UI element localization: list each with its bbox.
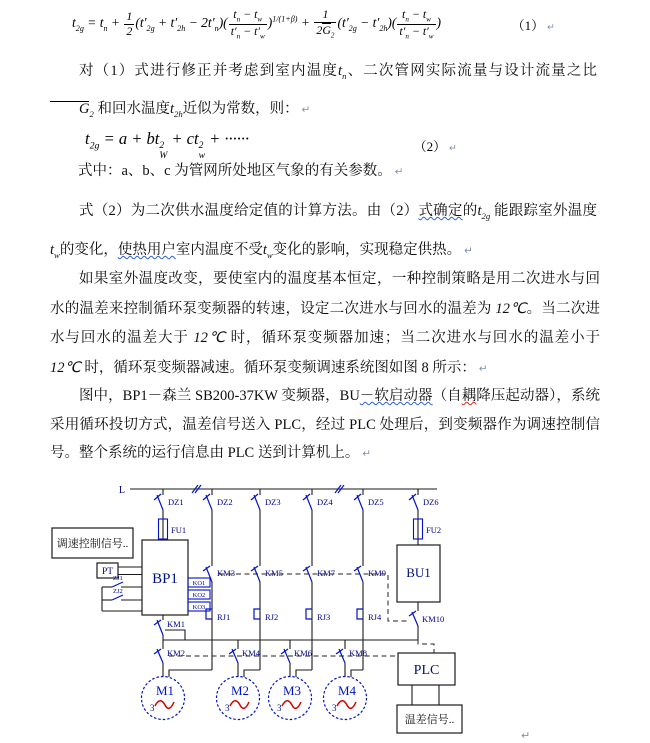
sine-icon <box>230 701 249 709</box>
line-l-label: L <box>118 485 125 496</box>
paragraph-strategy: 如果室外温度改变，要使室内的温度基本恒定，一种控制策略是用二次进水与回水的温差来控制循环泵变频器的转速，设定二次进水与回水的温差为 12℃。当二次进水与回水的温差大于 12℃ 时，循环泵变频器加速；当二次进水与回水的温差小于 12℃ 时，循环泵变频器减速。循环泵变频调速系统图如图 8 所示： ↵ <box>50 271 601 376</box>
svg-text:DZ1: DZ1 <box>168 497 184 507</box>
svg-text:KM9: KM9 <box>368 568 386 578</box>
svg-text:KM7: KM7 <box>317 568 335 578</box>
power-line <box>119 485 437 496</box>
svg-text:M3: M3 <box>282 683 302 698</box>
breaker-dz5 <box>354 489 384 510</box>
fuse-fu1 <box>159 510 187 540</box>
formula-1-body: $t_{2g} = t_n$ + $\frac{1}{2}$ $(t'_{2g} + t'_{2h} - 2t'_n)$( $\frac{t_n - t_w}{t'_n - t'_w}$ )$^{1/(1+\beta)}$ + $\frac{1}{2G_2}$ $(t'_{2g} - t'_{2h})$( $\frac{t_n - t_w}{t'_n - t'_w}$ ) <box>72 7 441 40</box>
svg-text:温差信号..: 温差信号.. <box>404 714 455 726</box>
temp-signal-box <box>397 705 462 733</box>
motor-m2 <box>217 677 260 720</box>
svg-text:KM4: KM4 <box>242 648 260 658</box>
svg-text:DZ2: DZ2 <box>217 497 233 507</box>
inverter-bp1 <box>142 540 188 615</box>
svg-text:FU2: FU2 <box>426 525 442 535</box>
paragraph-method: 式（2）为二次供水温度给定值的计算方法。由（2）式确定的$t_{2g}$ 能跟踪室外温度$t_w$的变化，使热用户室内温度不受$t_w$变化的影响，实现稳定供热。 ↵ <box>50 203 598 260</box>
svg-text:调速控制信号..: 调速控制信号.. <box>56 538 129 550</box>
fuse-fu2 <box>414 510 442 545</box>
svg-text:ZJ1: ZJ1 <box>113 575 123 582</box>
km10-plc-dashed <box>418 631 434 653</box>
svg-text:KM10: KM10 <box>422 614 445 624</box>
svg-text:RJ3: RJ3 <box>317 612 331 622</box>
svg-text:DZ5: DZ5 <box>368 497 384 507</box>
contactor-km1 <box>154 615 185 640</box>
breaker-dz4 <box>303 489 333 510</box>
plc-box <box>398 653 455 705</box>
svg-text:M1: M1 <box>155 683 175 698</box>
circuit-diagram <box>45 473 575 743</box>
relay-output-tags <box>188 578 210 611</box>
formula-1 <box>72 8 555 40</box>
svg-text:ZJ2: ZJ2 <box>113 588 123 595</box>
svg-text:KM6: KM6 <box>294 648 312 658</box>
svg-text:PT: PT <box>101 567 114 577</box>
svg-text:KO3: KO3 <box>192 604 206 611</box>
svg-text:3: 3 <box>277 703 282 713</box>
sine-icon <box>337 701 356 709</box>
svg-text:PLC: PLC <box>413 663 440 678</box>
svg-text:3: 3 <box>225 703 230 713</box>
paragraph-mark: ↵ <box>521 729 531 742</box>
zj-inputs <box>102 575 142 611</box>
sine-icon <box>282 701 301 709</box>
svg-text:KM2: KM2 <box>167 648 185 658</box>
svg-text:RJ1: RJ1 <box>217 612 231 622</box>
paragraph-parameters: 式中：a、b、c 为管网所处地区气象的有关参数。 ↵ <box>78 163 404 179</box>
svg-text:M4: M4 <box>337 683 357 698</box>
speed-signal-box <box>52 528 133 558</box>
svg-text:BU1: BU1 <box>406 565 431 580</box>
paragraph-figure: 图中，BP1－森兰 SB200-37KW 变频器，BU－软启动器（自耦降压起动器），系统采用循环投切方式，温差信号送入 PLC，经过 PLC 处理后，到变频器作为调速控制信号。整个系统的运行信息由 PLC 送到计算机上。 ↵ <box>50 388 601 461</box>
svg-text:KM1: KM1 <box>167 619 185 629</box>
svg-text:RJ4: RJ4 <box>368 612 382 622</box>
svg-text:DZ6: DZ6 <box>423 497 439 507</box>
svg-text:KM3: KM3 <box>217 568 235 578</box>
svg-text:DZ4: DZ4 <box>317 497 333 507</box>
svg-text:KM5: KM5 <box>265 568 283 578</box>
contactor-km4 <box>229 640 261 677</box>
motor-m3 <box>269 677 312 720</box>
svg-text:FU1: FU1 <box>171 525 187 535</box>
sine-icon <box>155 701 174 709</box>
svg-text:3: 3 <box>332 703 337 713</box>
formula-2-number: （2） ↵ <box>413 138 457 154</box>
breaker-dz2 <box>203 489 233 510</box>
svg-text:M2: M2 <box>230 683 250 698</box>
breaker-dz3 <box>251 489 281 510</box>
svg-text:BP1: BP1 <box>152 571 178 587</box>
svg-text:RJ2: RJ2 <box>265 612 279 622</box>
formula-2-body: $t_{2g} = a$ + bt 2 W + ct 2 w + ······ <box>85 129 250 162</box>
svg-text:DZ3: DZ3 <box>265 497 281 507</box>
formula-1-number: （1） ↵ <box>511 17 555 33</box>
motor-m4 <box>324 677 367 720</box>
svg-text:KM8: KM8 <box>349 648 367 658</box>
svg-text:KO2: KO2 <box>192 592 206 599</box>
motor-m1 <box>142 677 185 720</box>
soft-starter-bu1 <box>397 545 440 602</box>
breaker-dz6 <box>409 489 439 510</box>
svg-text:KO1: KO1 <box>192 580 206 587</box>
contactor-km10 <box>409 602 444 640</box>
paragraph-correction: 对（1）式进行修正并考虑到室内温度$t_n$、二次管网实际流量与设计流量之比 $G_2$ 和回水温度$t_{2h}$近似为常数，则： ↵ <box>50 55 597 131</box>
svg-text:3: 3 <box>150 703 155 713</box>
breaker-dz1 <box>154 489 184 510</box>
